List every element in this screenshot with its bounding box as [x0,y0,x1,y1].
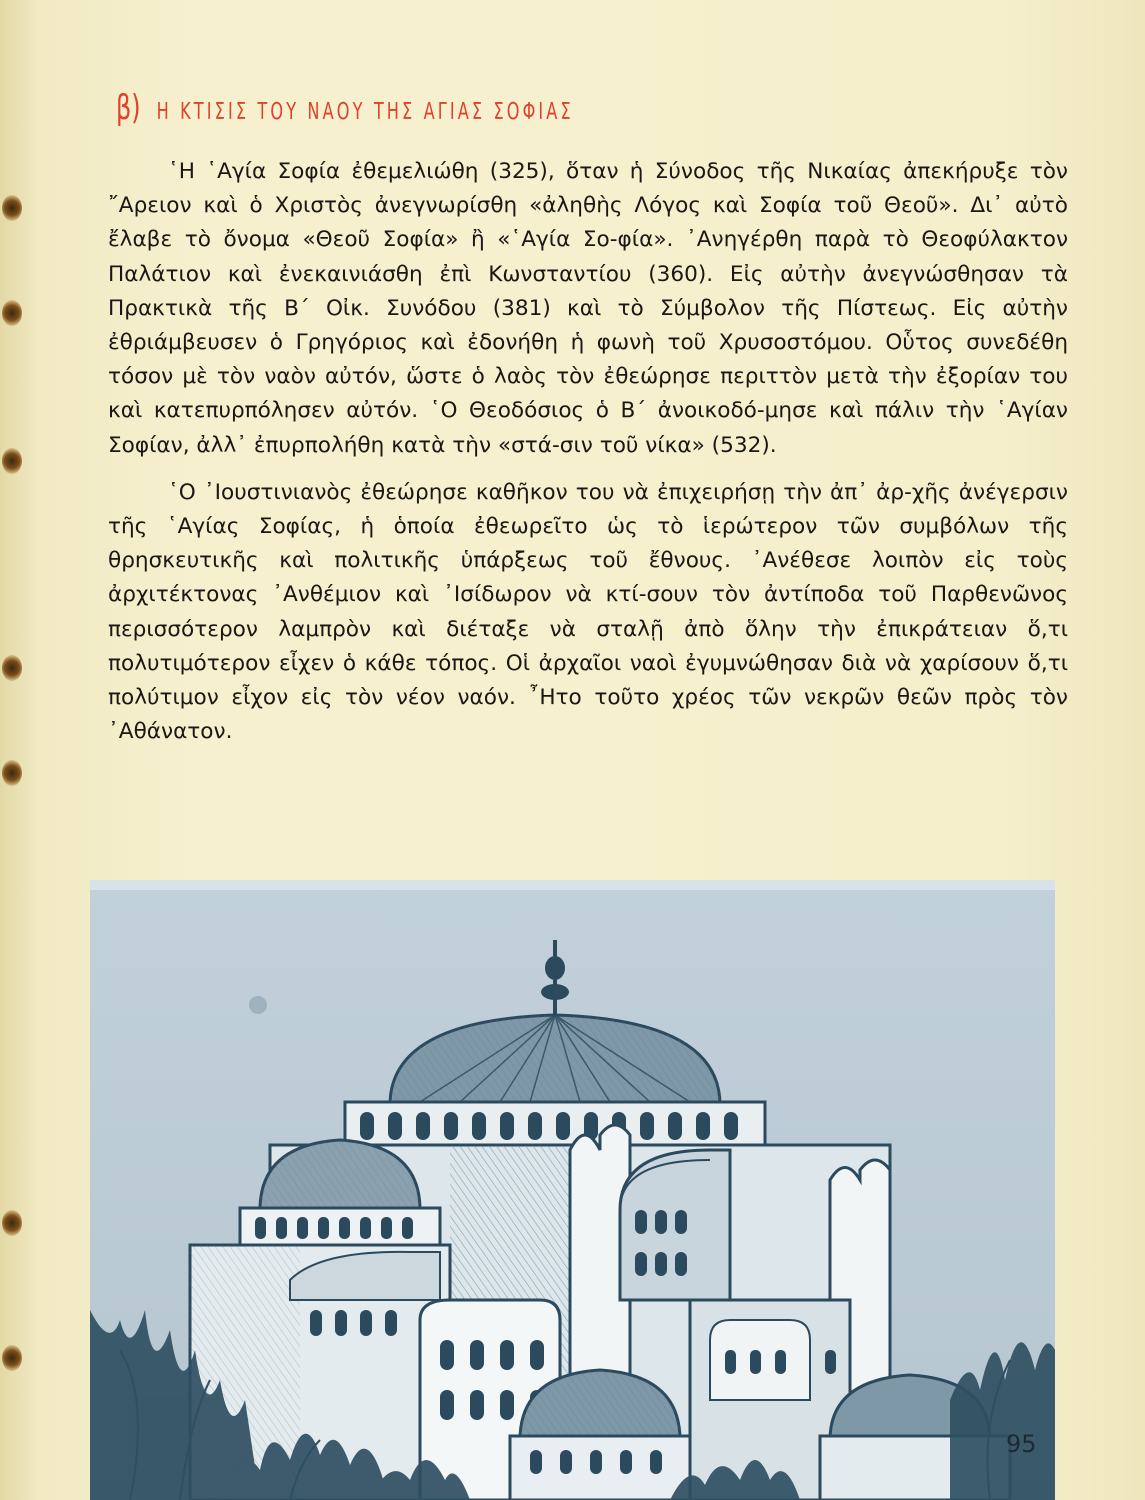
hagia-sophia-illustration [90,880,1055,1500]
binding-hole [2,1210,22,1236]
section-title: Η ΚΤΙΣΙΣ ΤΟΥ ΝΑΟΥ ΤΗΣ ΑΓΙΑΣ ΣΟΦΙΑΣ [156,99,574,125]
binding-hole [2,760,22,786]
binding-hole [2,655,22,681]
body-text [108,155,1068,749]
section-letter: β) [116,88,141,128]
paragraph-history: ῾Η ῾Αγία Σοφία ἐθεμελιώθη (325), ὅταν ἡ Σύνοδος τῆς Νικαίας ἀπεκήρυξε τὸν ῎Αρειον καὶ ὁ Χριστὸς ἀνεγνωρίσθη «ἀληθὴς Λόγος καὶ Σοφία τοῦ Θεοῦ». Δι᾿ αὐτὸ ἔλαβε τὸ ὄνομα «Θεοῦ Σοφία» ἢ «῾Αγία Σο-φία». ᾿Ανηγέρθη παρὰ τὸ Θεοφύλακτον Παλάτιον καὶ ἐνεκαινιάσθη ἐπὶ Κωνσταντίου (360). Εἰς αὐτὴν ἀνεγνώσθησαν τὰ Πρακτικὰ τῆς Β΄ Οἰκ. Συνόδου (381) καὶ τὸ Σύμβολον τῆς Πίστεως. Εἰς αὐτὴν ἐθριάμβευσεν ὁ Γρηγόριος καὶ ἐδονήθη ἡ φωνὴ τοῦ Χρυσοστόμου. Οὗτος συνεδέθη τόσον μὲ τὸν ναὸν αὐτόν, ὥστε ὁ λαὸς τὸν ἐθεώρησε περιττὸν μετὰ τὴν ἐξορίαν του καὶ κατεπυρπόλησεν αὐτόν. ῾Ο Θεοδόσιος ὁ Β΄ ἀνοικοδό-μησε καὶ πάλιν τὴν ῾Αγίαν Σοφίαν, ἀλλ᾿ ἐπυρπολήθη κατὰ τὴν «στά-σιν τοῦ νίκα» (532). [108,159,1068,458]
binding-hole [2,1345,22,1371]
hagia-sophia-drawing [90,880,1055,1500]
section-heading [116,88,574,128]
binding-hole [2,195,22,221]
paragraph-justinian: ῾Ο ᾿Ιουστινιανὸς ἐθεώρησε καθῆκον του νὰ ἐπιχειρήσῃ τὴν ἀπ᾿ ἀρ-χῆς ἀνέγερσιν τῆς ῾Αγίας Σοφίας, ἡ ὁποία ἐθεωρεῖτο ὡς τὸ ἱερώτερον τῶν συμβόλων τῆς θρησκευτικῆς καὶ πολιτικῆς ὑπάρξεως τοῦ ἔθνους. ᾿Ανέθεσε λοιπὸν εἰς τοὺς ἀρχιτέκτονας ᾿Ανθέμιον καὶ ᾿Ισίδωρον νὰ κτί-σουν τὸν ἀντίποδα τοῦ Παρθενῶνος περισσότερον λαμπρὸν καὶ διέταξε νὰ σταλῇ ἀπὸ ὅλην τὴν ἐπικράτειαν ὅ,τι πολυτιμότερον εἶχεν ὁ κάθε τόπος. Οἱ ἀρχαῖοι ναοὶ ἐγυμνώθησαν διὰ νὰ χαρίσουν ὅ,τι πολύτιμον εἶχον εἰς τὸν νέον ναόν. ῏Ητο τοῦτο χρέος τῶν νεκρῶν θεῶν πρὸς τὸν ᾿Αθάνατον. [108,479,1068,745]
binding-hole [2,300,22,326]
page-number: 95 [1006,1430,1037,1458]
binding-hole [2,448,22,474]
